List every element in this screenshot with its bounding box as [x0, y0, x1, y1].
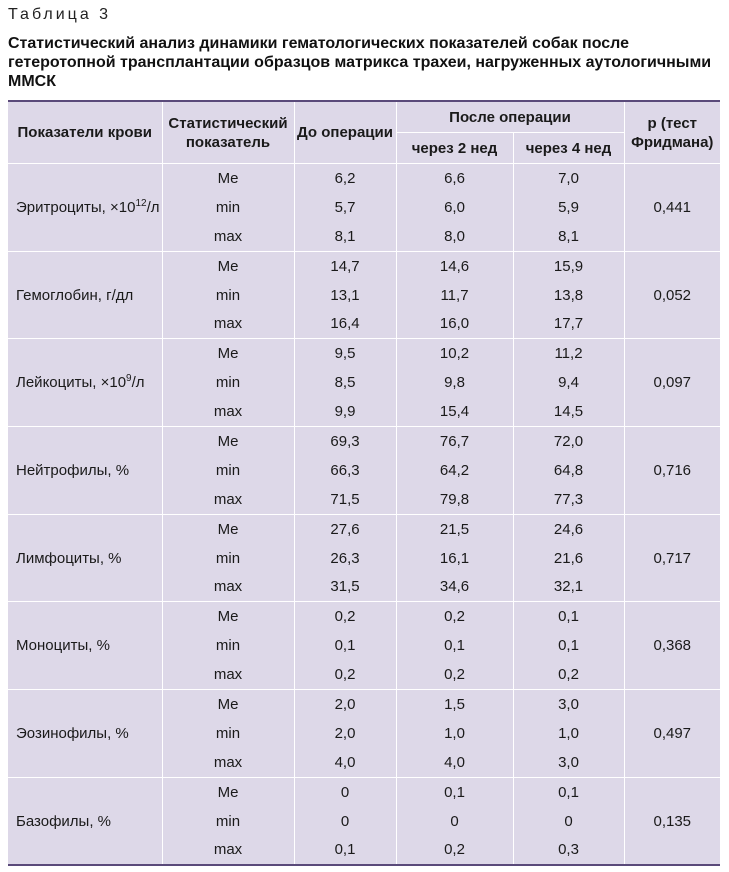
value-before: 0,1 [294, 631, 396, 660]
value-4w: 64,8 [513, 456, 624, 485]
indicator-label: Лейкоциты, ×10 [16, 374, 127, 392]
table-row [8, 690, 720, 719]
value-before: 16,4 [294, 309, 396, 338]
value-2w: 0,1 [396, 631, 513, 660]
table-label: Таблица 3 [8, 6, 112, 23]
stat-label: Me [162, 427, 294, 456]
value-4w: 0,2 [513, 660, 624, 689]
table-title: Статистический анализ динамики гематологических показателей собак после гетеротопной трансплантации образцов матрикса трахеи, нагруженных аутологичными ММСК [8, 35, 712, 90]
value-before: 9,5 [294, 339, 396, 368]
value-before: 27,6 [294, 514, 396, 543]
value-2w: 76,7 [396, 427, 513, 456]
p-value: 0,052 [624, 251, 720, 339]
stat-label: min [162, 719, 294, 748]
value-before: 5,7 [294, 193, 396, 222]
value-4w: 7,0 [513, 164, 624, 193]
indicator-name [8, 427, 162, 515]
stat-label: max [162, 660, 294, 689]
table-row [8, 777, 720, 806]
stat-label: Me [162, 690, 294, 719]
header-indicator: Показатели крови [8, 101, 162, 164]
value-4w: 9,4 [513, 368, 624, 397]
stat-label: Me [162, 777, 294, 806]
table-row [8, 251, 720, 280]
indicator-label: Нейтрофилы, % [16, 461, 130, 479]
stat-label: max [162, 572, 294, 601]
value-2w: 6,6 [396, 164, 513, 193]
value-2w: 4,0 [396, 748, 513, 777]
value-before: 71,5 [294, 485, 396, 514]
value-4w: 1,0 [513, 719, 624, 748]
value-2w: 14,6 [396, 251, 513, 280]
value-4w: 32,1 [513, 572, 624, 601]
p-value: 0,716 [624, 427, 720, 515]
stat-label: Me [162, 514, 294, 543]
value-before: 0 [294, 807, 396, 836]
value-before: 69,3 [294, 427, 396, 456]
stat-label: Me [162, 251, 294, 280]
indicator-name [8, 690, 162, 778]
table-row [8, 164, 720, 193]
indicator-exponent: 9 [126, 373, 132, 385]
stat-label: Me [162, 164, 294, 193]
value-2w: 34,6 [396, 572, 513, 601]
stat-label: min [162, 807, 294, 836]
stat-label: max [162, 835, 294, 865]
value-4w: 24,6 [513, 514, 624, 543]
value-4w: 13,8 [513, 281, 624, 310]
value-2w: 8,0 [396, 222, 513, 251]
stat-label: min [162, 281, 294, 310]
stat-label: min [162, 193, 294, 222]
table-body [8, 164, 720, 866]
value-2w: 11,7 [396, 281, 513, 310]
value-2w: 64,2 [396, 456, 513, 485]
stat-label: max [162, 222, 294, 251]
value-before: 0,1 [294, 835, 396, 865]
header-after: После операции [396, 101, 624, 133]
value-4w: 0,1 [513, 602, 624, 631]
value-2w: 0,2 [396, 602, 513, 631]
value-2w: 0 [396, 807, 513, 836]
indicator-name [8, 602, 162, 690]
value-2w: 1,5 [396, 690, 513, 719]
indicator-label: Эозинофилы, % [16, 724, 129, 742]
p-value: 0,135 [624, 777, 720, 865]
value-before: 0,2 [294, 602, 396, 631]
stat-label: max [162, 397, 294, 426]
value-2w: 16,1 [396, 544, 513, 573]
indicator-name [8, 164, 162, 252]
value-2w: 1,0 [396, 719, 513, 748]
value-2w: 16,0 [396, 309, 513, 338]
stat-label: min [162, 368, 294, 397]
indicator-name [8, 514, 162, 602]
value-4w: 3,0 [513, 690, 624, 719]
value-4w: 0,1 [513, 777, 624, 806]
hematology-table [8, 100, 720, 866]
p-value: 0,717 [624, 514, 720, 602]
value-4w: 0,1 [513, 631, 624, 660]
header-stat: Статистический показатель [162, 101, 294, 164]
table-row [8, 602, 720, 631]
indicator-name [8, 251, 162, 339]
value-before: 6,2 [294, 164, 396, 193]
indicator-label: Эритроциты, ×10 [16, 198, 136, 216]
value-before: 14,7 [294, 251, 396, 280]
p-value: 0,368 [624, 602, 720, 690]
value-4w: 72,0 [513, 427, 624, 456]
value-4w: 0,3 [513, 835, 624, 865]
value-4w: 15,9 [513, 251, 624, 280]
indicator-label: Гемоглобин, г/дл [16, 286, 134, 304]
value-before: 26,3 [294, 544, 396, 573]
value-before: 0 [294, 777, 396, 806]
header-after-4w: через 4 нед [513, 133, 624, 164]
value-4w: 21,6 [513, 544, 624, 573]
value-4w: 14,5 [513, 397, 624, 426]
stat-label: max [162, 748, 294, 777]
p-value: 0,097 [624, 339, 720, 427]
table-row [8, 339, 720, 368]
value-2w: 0,2 [396, 835, 513, 865]
value-before: 2,0 [294, 719, 396, 748]
indicator-unit: /л [131, 374, 145, 392]
p-value: 0,441 [624, 164, 720, 252]
value-2w: 15,4 [396, 397, 513, 426]
value-2w: 0,1 [396, 777, 513, 806]
indicator-label: Лимфоциты, % [16, 549, 122, 567]
value-2w: 6,0 [396, 193, 513, 222]
value-4w: 77,3 [513, 485, 624, 514]
indicator-exponent: 12 [135, 197, 147, 209]
value-4w: 5,9 [513, 193, 624, 222]
header-before: До операции [294, 101, 396, 164]
stat-label: max [162, 485, 294, 514]
stat-label: Me [162, 339, 294, 368]
value-before: 8,1 [294, 222, 396, 251]
stat-label: max [162, 309, 294, 338]
header-after-2w: через 2 нед [396, 133, 513, 164]
value-before: 2,0 [294, 690, 396, 719]
header-p: p (тест Фридмана) [624, 101, 720, 164]
p-value: 0,497 [624, 690, 720, 778]
indicator-name [8, 339, 162, 427]
stat-label: min [162, 631, 294, 660]
value-before: 8,5 [294, 368, 396, 397]
stat-label: Me [162, 602, 294, 631]
value-2w: 10,2 [396, 339, 513, 368]
value-2w: 9,8 [396, 368, 513, 397]
table-row [8, 427, 720, 456]
value-before: 9,9 [294, 397, 396, 426]
value-4w: 3,0 [513, 748, 624, 777]
indicator-name [8, 777, 162, 865]
value-2w: 0,2 [396, 660, 513, 689]
value-before: 4,0 [294, 748, 396, 777]
table-container [8, 100, 720, 866]
stat-label: min [162, 456, 294, 485]
value-before: 31,5 [294, 572, 396, 601]
value-4w: 11,2 [513, 339, 624, 368]
indicator-label: Базофилы, % [16, 812, 111, 830]
value-4w: 8,1 [513, 222, 624, 251]
value-before: 66,3 [294, 456, 396, 485]
value-before: 13,1 [294, 281, 396, 310]
value-2w: 21,5 [396, 514, 513, 543]
value-2w: 79,8 [396, 485, 513, 514]
value-before: 0,2 [294, 660, 396, 689]
stat-label: min [162, 544, 294, 573]
value-4w: 0 [513, 807, 624, 836]
table-row [8, 514, 720, 543]
indicator-label: Моноциты, % [16, 637, 110, 655]
value-4w: 17,7 [513, 309, 624, 338]
indicator-unit: /л [146, 198, 160, 216]
